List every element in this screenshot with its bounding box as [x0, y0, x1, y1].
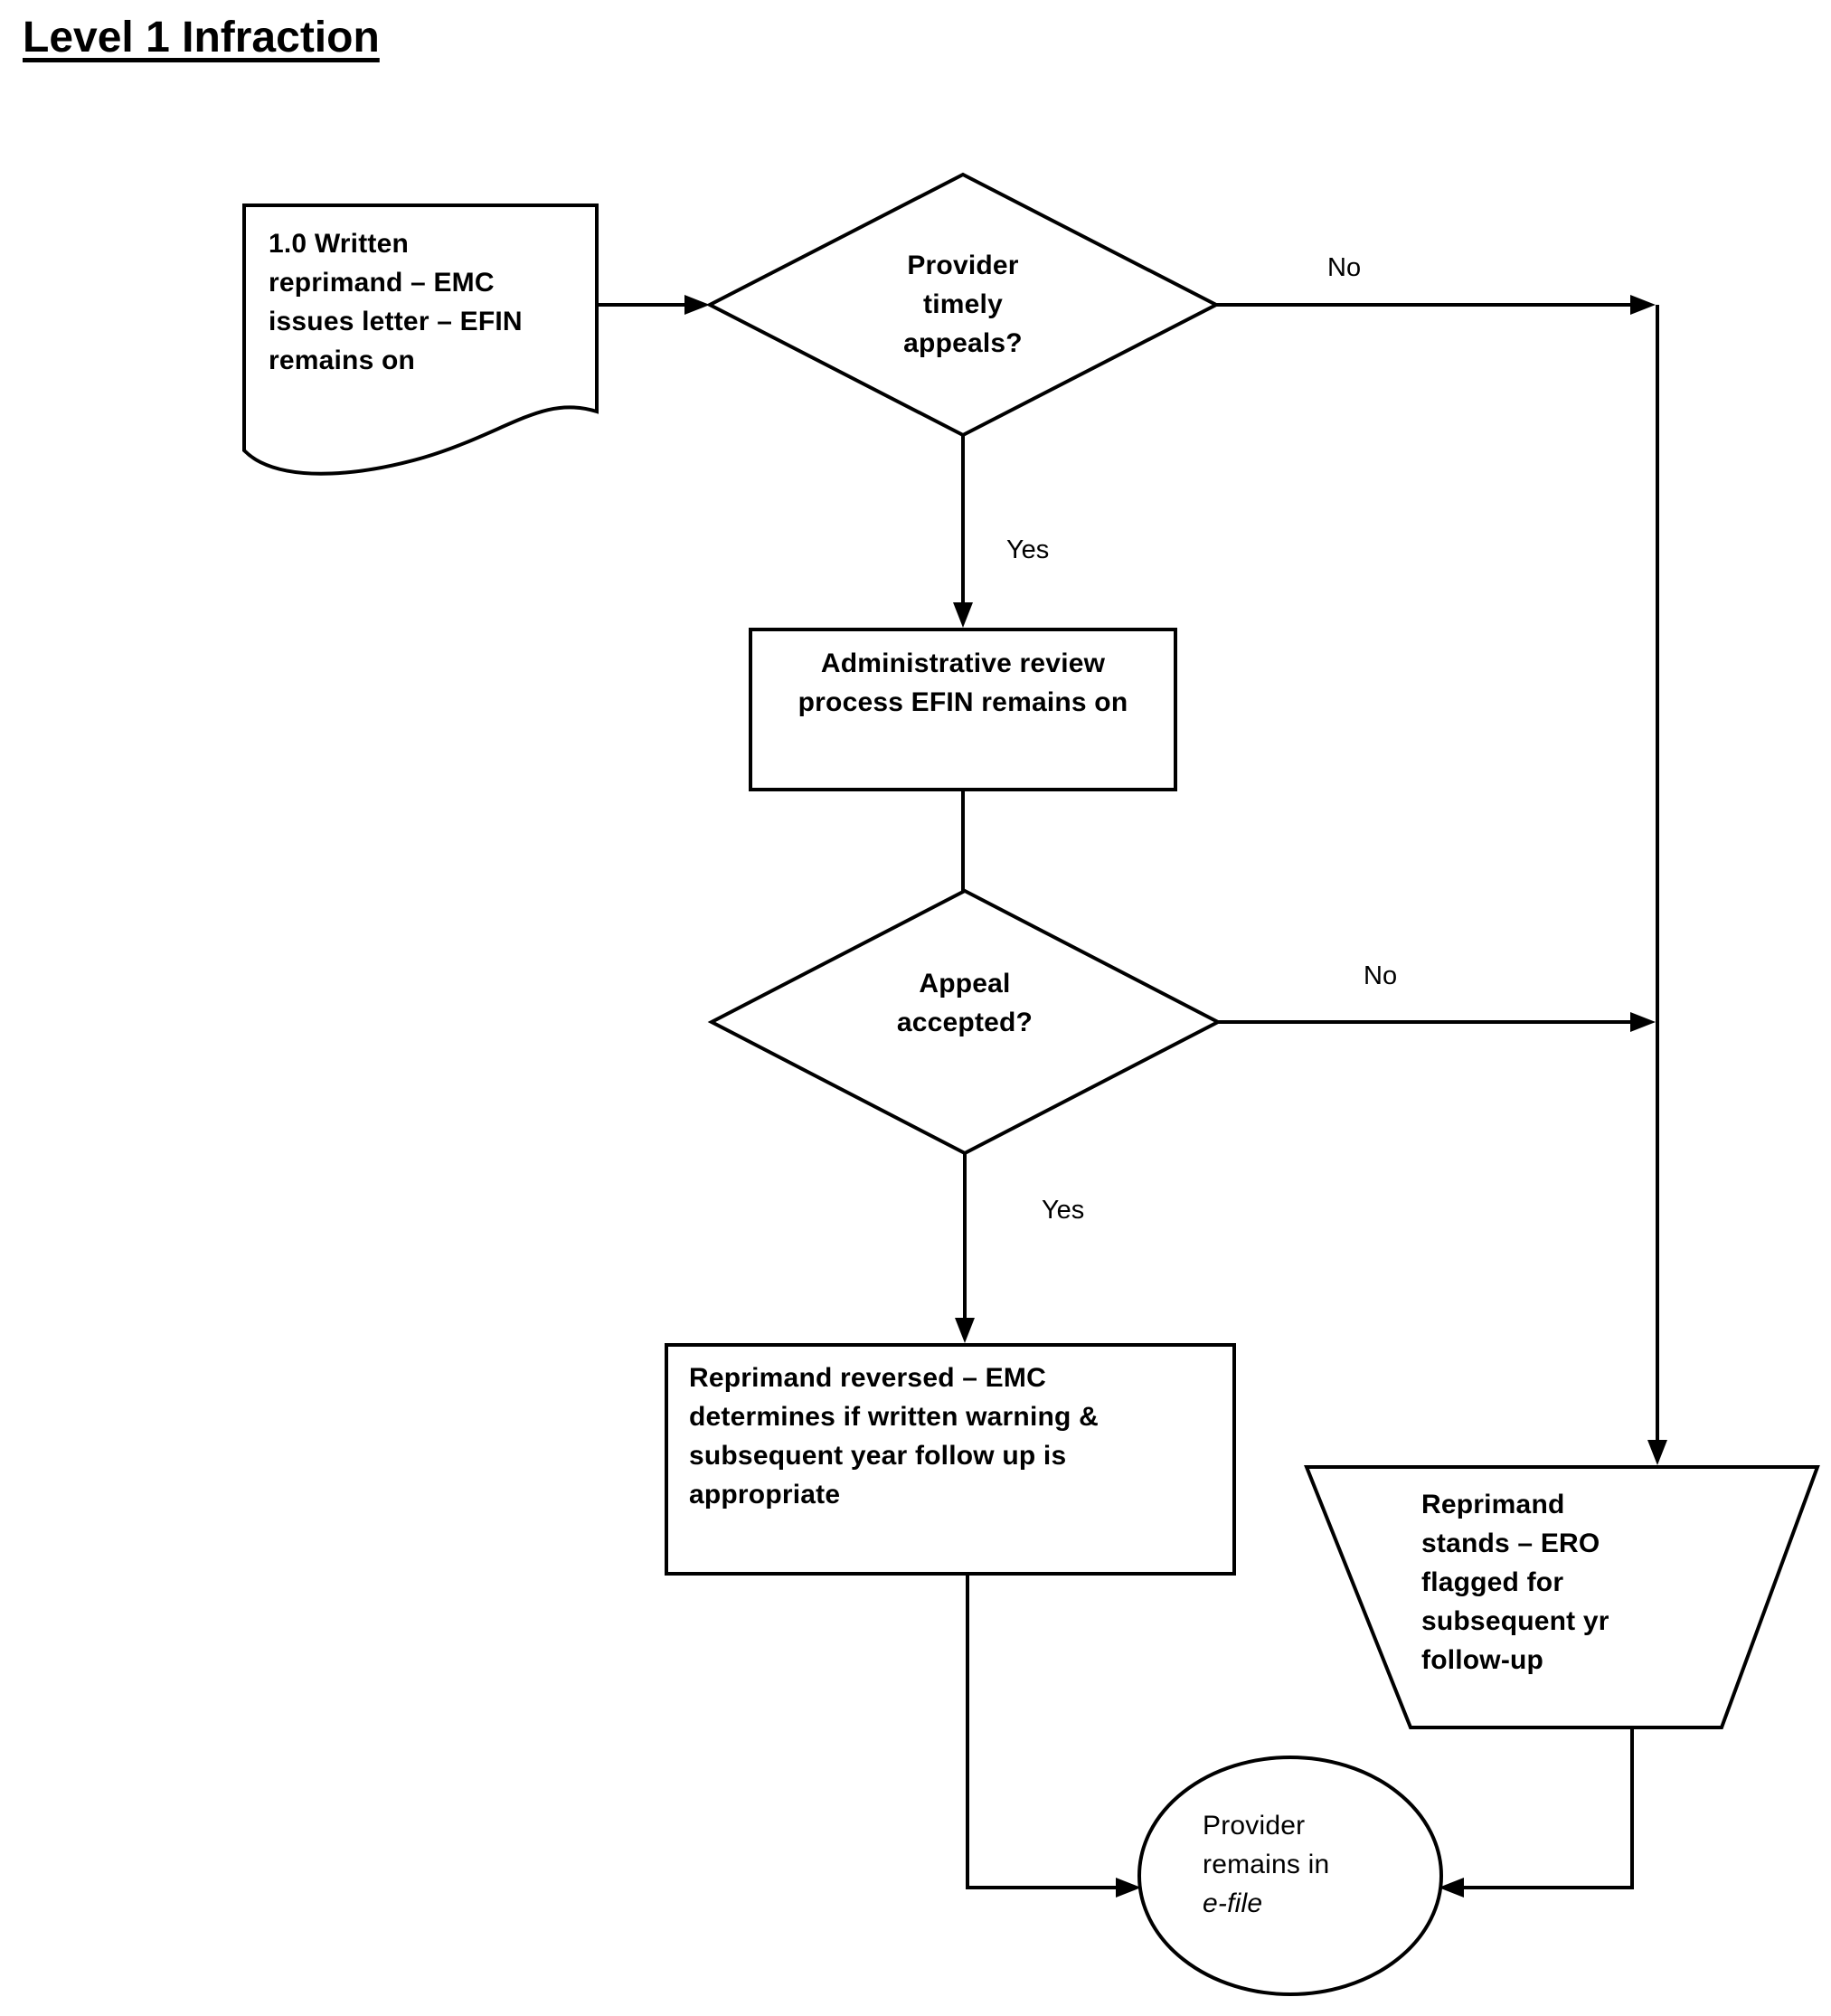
text-line: Appeal [919, 969, 1011, 999]
document-written-reprimand-text [269, 224, 580, 380]
text-line: Administrative review [820, 648, 1106, 678]
edge-label-yes-appeal-accepted: Yes [1042, 1196, 1085, 1225]
arrowhead-into-reprimand-stands [1647, 1440, 1667, 1465]
text-line: accepted? [896, 1008, 1033, 1037]
edge-label-no-appeal-accepted: No [1364, 961, 1398, 990]
edge-reversed-to-efile [967, 1574, 1117, 1888]
arrowhead-into-admin-review [953, 602, 973, 628]
process-admin-review-text [755, 644, 1171, 722]
decision-appeal-accepted-text [829, 964, 1100, 1042]
text-line: remains on [269, 345, 416, 375]
text-line: issues letter – EFIN [269, 307, 523, 336]
text-line: Reprimand [1421, 1490, 1565, 1519]
text-line: process EFIN remains on [798, 687, 1128, 717]
arrowhead-into-efile-left [1116, 1878, 1141, 1898]
text-line: Provider [907, 251, 1019, 280]
arrowhead-into-reprimand-reversed [955, 1318, 975, 1343]
text-line: follow-up [1421, 1645, 1544, 1675]
text-line: timely [923, 289, 1003, 319]
text-line: Reprimand reversed – EMC [689, 1363, 1046, 1393]
text-line: stands – ERO [1421, 1529, 1600, 1558]
arrowhead-no2-into-vertical-line [1630, 1012, 1656, 1032]
text-line: remains in [1203, 1850, 1330, 1879]
text-line: flagged for [1421, 1567, 1564, 1597]
trapezoid-reprimand-stands-text [1421, 1485, 1720, 1680]
text-line: Provider [1203, 1811, 1306, 1841]
process-reprimand-reversed-text [689, 1358, 1222, 1514]
arrowhead-into-timely-appeals [684, 295, 710, 315]
edge-stands-to-efile [1463, 1727, 1632, 1888]
arrowhead-no1-into-vertical-line [1630, 295, 1656, 315]
page-title: Level 1 Infraction [23, 14, 380, 62]
text-line: appeals? [903, 328, 1023, 358]
edge-label-no-timely-appeals: No [1327, 253, 1362, 282]
decision-provider-timely-appeals-text [827, 246, 1099, 363]
text-line: 1.0 Written [269, 229, 410, 259]
text-line: determines if written warning & [689, 1402, 1099, 1432]
text-line: appropriate [689, 1480, 841, 1510]
edge-label-yes-timely-appeals: Yes [1006, 535, 1050, 564]
text-line: reprimand – EMC [269, 268, 495, 298]
terminator-provider-remains-text [1203, 1806, 1420, 1923]
text-line-efile-italic: e-file [1203, 1888, 1263, 1918]
text-line: subsequent yr [1421, 1606, 1609, 1636]
text-line: subsequent year follow up is [689, 1441, 1067, 1471]
